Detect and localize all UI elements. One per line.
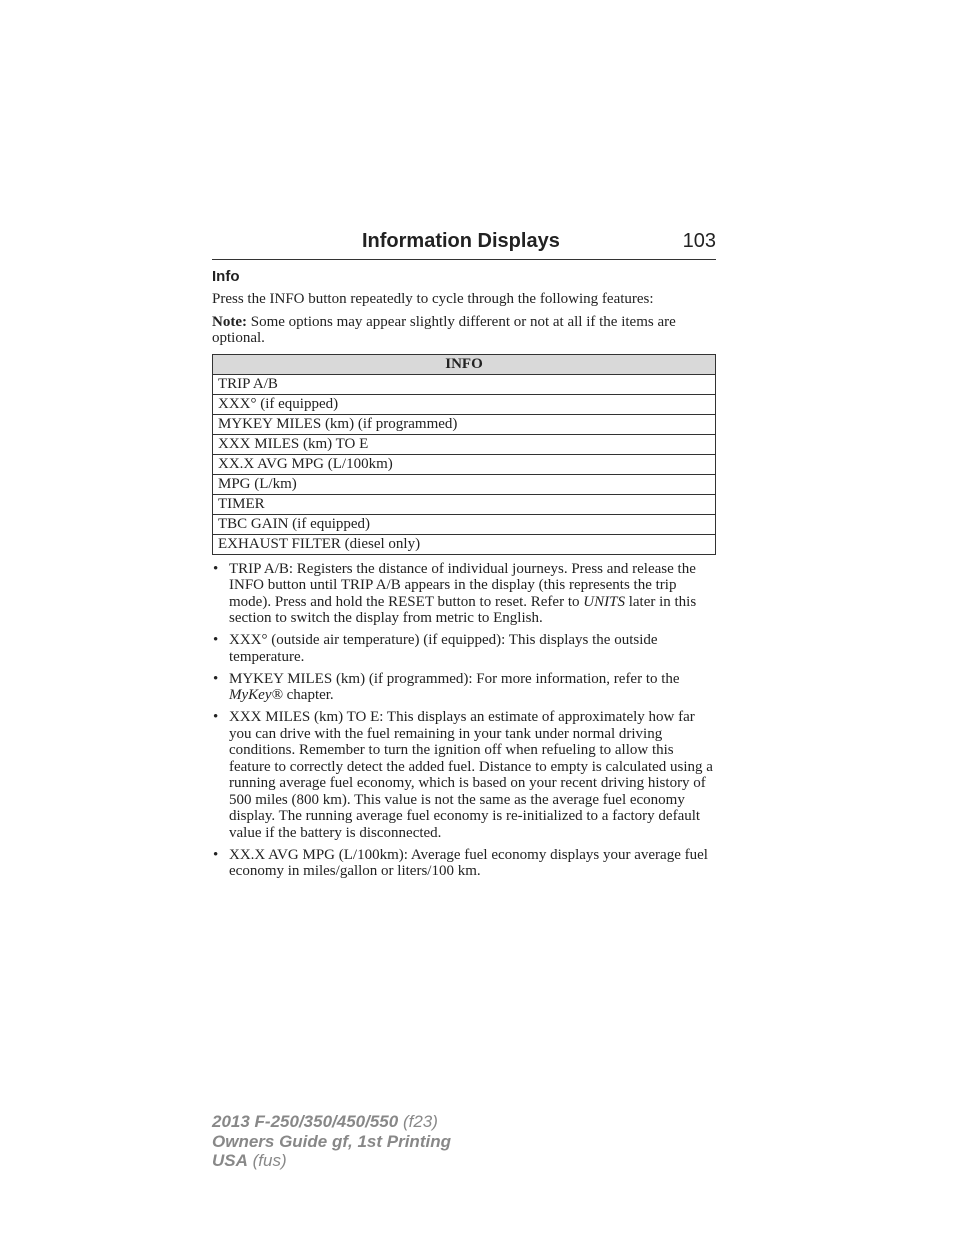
table-row bbox=[213, 494, 716, 514]
footer-line-market bbox=[212, 1151, 451, 1171]
page-footer bbox=[212, 1112, 451, 1171]
list-text: XXX° (outside air temperature) (if equipped): This displays the outside temperature. bbox=[229, 632, 658, 665]
list-item bbox=[212, 847, 716, 880]
page-header bbox=[212, 228, 716, 260]
table-cell: TBC GAIN (if equipped) bbox=[213, 514, 716, 534]
note-label: Note: bbox=[212, 313, 247, 330]
feature-list bbox=[212, 561, 716, 880]
bullet-icon: • bbox=[213, 560, 219, 577]
table-header-cell: INFO bbox=[213, 354, 716, 374]
table-row bbox=[213, 474, 716, 494]
table-row bbox=[213, 394, 716, 414]
table-cell: MYKEY MILES (km) (if programmed) bbox=[213, 414, 716, 434]
table-cell: XX.X AVG MPG (L/100km) bbox=[213, 454, 716, 474]
list-item bbox=[212, 709, 716, 841]
list-text: MYKEY MILES (km) (if programmed): For more information, refer to the bbox=[229, 670, 680, 687]
table-cell: XXX MILES (km) TO E bbox=[213, 434, 716, 454]
list-item bbox=[212, 671, 716, 704]
bullet-icon: • bbox=[213, 670, 219, 687]
info-table bbox=[212, 354, 716, 555]
footer-line-guide bbox=[212, 1132, 451, 1152]
footer-model-code: (f23) bbox=[398, 1112, 438, 1131]
footer-line-model bbox=[212, 1112, 451, 1132]
list-item bbox=[212, 561, 716, 627]
footer-guide: Owners Guide gf, 1st Printing bbox=[212, 1131, 451, 1151]
table-cell: TRIP A/B bbox=[213, 374, 716, 394]
intro-paragraph: Press the INFO button repeatedly to cycle through the following features: bbox=[212, 291, 654, 307]
table-cell: XXX° (if equipped) bbox=[213, 394, 716, 414]
page-title: Information Displays bbox=[362, 230, 560, 252]
units-reference: UNITS bbox=[583, 593, 625, 610]
page-content bbox=[212, 228, 716, 885]
list-text: TRIP A/B: Registers the distance of individual journeys. Press and release the INFO button until TRIP A/B appears in the display (this represents the trip mode). Press and hold the RESET button to reset. Refer to bbox=[229, 560, 696, 610]
table-cell: TIMER bbox=[213, 494, 716, 514]
section-heading: Info bbox=[212, 268, 240, 285]
list-text: later in this section to switch the display from metric to English. bbox=[229, 593, 697, 626]
footer-market-code: (fus) bbox=[247, 1151, 287, 1170]
note-text: Some options may appear slightly different or not at all if the items are optional. bbox=[212, 313, 676, 346]
note-paragraph bbox=[212, 314, 716, 347]
table-cell: EXHAUST FILTER (diesel only) bbox=[213, 534, 716, 554]
mykey-reference: MyKey® bbox=[229, 687, 283, 703]
list-text: XX.X AVG MPG (L/100km): Average fuel economy displays your average fuel economy in miles/gallon or liters/100 km. bbox=[229, 846, 708, 879]
table-row bbox=[213, 414, 716, 434]
bullet-icon: • bbox=[213, 632, 219, 648]
table-row bbox=[213, 374, 716, 394]
page-number: 103 bbox=[682, 230, 716, 252]
list-text: chapter. bbox=[282, 687, 334, 703]
list-text: XXX MILES (km) TO E: This displays an estimate of approximately how far you can drive with the fuel remaining in your tank under normal driving conditions. Remember to turn the ignition off when refueling to allow this feature to correctly detect the added fuel. Distance to empty is calculated using a running average fuel economy, which is based on your recent driving history of 500 miles (800 km). This value is not the same as the average fuel economy display. The running average fuel economy is re-initialized to a factory default value if the battery is disconnected. bbox=[229, 709, 713, 841]
table-header-row bbox=[213, 354, 716, 374]
bullet-icon: • bbox=[213, 709, 219, 725]
footer-model: 2013 F-250/350/450/550 bbox=[212, 1112, 399, 1131]
table-row bbox=[213, 434, 716, 454]
table-row bbox=[213, 534, 716, 554]
table-row bbox=[213, 454, 716, 474]
table-cell: MPG (L/km) bbox=[213, 474, 716, 494]
list-item bbox=[212, 632, 716, 665]
footer-market: USA bbox=[212, 1151, 248, 1170]
bullet-icon: • bbox=[213, 846, 219, 863]
table-row bbox=[213, 514, 716, 534]
